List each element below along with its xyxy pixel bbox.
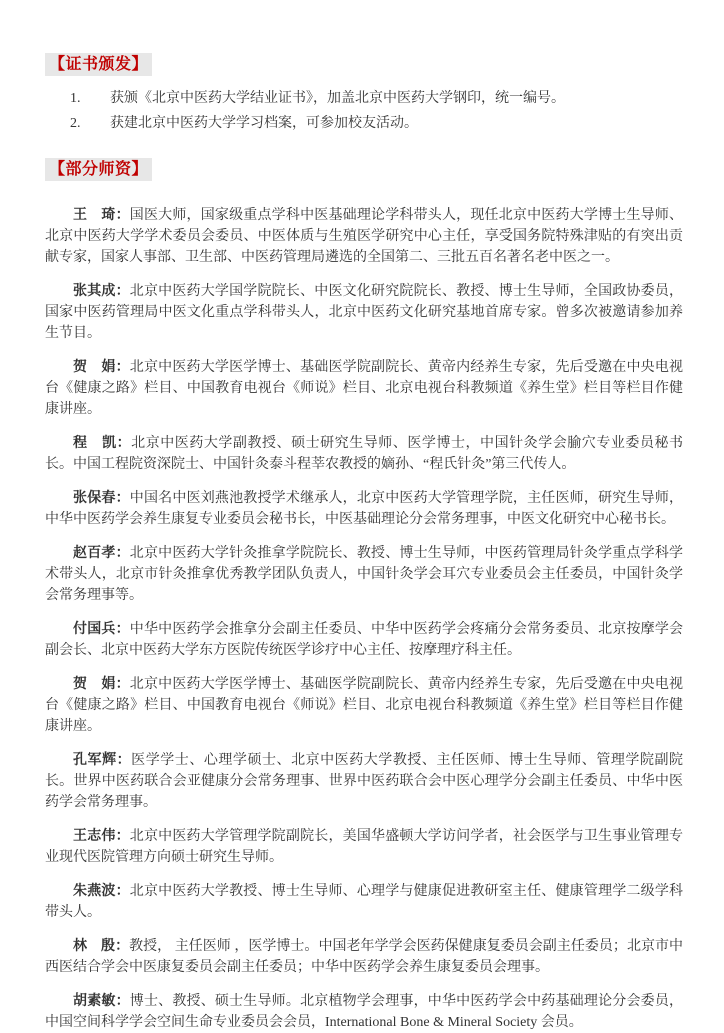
- certificate-list-item: [45, 88, 683, 109]
- teacher-name-colon: ：: [115, 546, 130, 561]
- teacher-name: 朱燕波: [73, 884, 116, 899]
- teacher-name-colon: ：: [115, 284, 130, 299]
- certificate-section-heading: 【证书颁发】: [45, 53, 152, 76]
- certificate-list: [45, 88, 683, 134]
- teacher-paragraph: [45, 826, 683, 868]
- teacher-name: 赵百孝: [73, 546, 116, 561]
- teacher-name: 张保春: [73, 491, 116, 506]
- teacher-description: 教授， 主任医师 ，医学博士。中国老年学学会医药保健康复委员会副主任委员；北京市中西医结合学会中医康复委员会副主任委员；中华中医药学会养生康复委员会理事。: [45, 939, 684, 975]
- teacher-name-colon: ：: [116, 436, 132, 451]
- teacher-name-colon: ：: [116, 753, 132, 768]
- teacher-description: 中国名中医刘燕池教授学术继承人，北京中医药大学管理学院，主任医师，研究生导师，中华中医药学会养生康复专业委员会秘书长，中医基础理论分会常务理事，中医文化研究中心秘书长。: [45, 491, 684, 527]
- teacher-name-colon: ：: [115, 622, 130, 637]
- list-item-text: 获颁《北京中医药大学结业证书》，加盖北京中医药大学钢印，统一编号。: [110, 91, 565, 106]
- teacher-paragraph: [45, 205, 683, 268]
- teacher-description: 博士、教授、硕士生导师。北京植物学会理事，中华中医药学会中药基础理论分会委员，中国空间科学学会空间生命专业委员会会员，International Bone & Mineral Society 会员。: [45, 994, 684, 1030]
- teacher-paragraph: [45, 881, 683, 923]
- teacher-paragraph: [45, 357, 683, 420]
- teacher-name: 贺 娟: [73, 360, 116, 375]
- teacher-description: 北京中医药大学医学博士、基础医学院副院长、黄帝内经养生专家，先后受邀在中央电视台《健康之路》栏目、中国教育电视台《师说》栏目、北京电视台科教频道《养生堂》栏目等栏目作健康讲座。: [45, 360, 684, 417]
- teacher-name: 胡素敏: [73, 994, 116, 1009]
- teacher-name: 张其成: [73, 284, 116, 299]
- teacher-paragraph: [45, 936, 683, 978]
- teacher-name-colon: ：: [115, 208, 130, 223]
- teacher-paragraph: [45, 281, 683, 344]
- teacher-description: 北京中医药大学国学院院长、中医文化研究院院长、教授、博士生导师，全国政协委员，国家中医药管理局中医文化重点学科带头人，北京中医药文化研究基地首席专家。曾多次被邀请参加养生节目。: [45, 284, 684, 341]
- certificate-list-item: [45, 113, 683, 134]
- teacher-name: 孔军辉: [73, 753, 117, 768]
- teacher-name: 贺 娟: [73, 677, 116, 692]
- teacher-description: 北京中医药大学教授、博士生导师、心理学与健康促进教研室主任、健康管理学二级学科带头人。: [45, 884, 684, 920]
- teacher-description: 国医大师，国家级重点学科中医基础理论学科带头人，现任北京中医药大学博士生导师、北京中医药大学学术委员会委员、中医体质与生殖医学研究中心主任，享受国务院特殊津贴的有突出贡献专家，国家人事部、卫生部、中医药管理局遴选的全国第二、三批五百名著名老中医之一。: [45, 208, 684, 265]
- list-item-number: 1.: [70, 91, 81, 106]
- teacher-paragraph: [45, 543, 683, 606]
- list-item-text: 获建北京中医药大学学习档案，可参加校友活动。: [110, 116, 418, 131]
- teacher-name-colon: ：: [115, 939, 130, 954]
- teacher-paragraph: [45, 619, 683, 661]
- teacher-description: 北京中医药大学针灸推拿学院院长、教授、博士生导师，中医药管理局针灸学重点学科学术带头人，北京市针灸推拿优秀教学团队负责人，中国针灸学会耳穴专业委员会主任委员，中国针灸学会常务理事等。: [45, 546, 684, 603]
- teacher-name-colon: ：: [115, 884, 130, 899]
- teacher-name-colon: ：: [115, 829, 130, 844]
- list-item-number: 2.: [70, 116, 81, 131]
- teacher-paragraph: [45, 750, 683, 813]
- teacher-description: 北京中医药大学副教授、硕士研究生导师、医学博士，中国针灸学会腧穴专业委员秘书长。中国工程院资深院士、中国针灸泰斗程莘农教授的嫡孙、“程氏针灸”第三代传人。: [45, 436, 684, 472]
- teacher-paragraph: [45, 991, 683, 1033]
- certificate-section: [45, 53, 683, 76]
- faculty-section-heading: 【部分师资】: [45, 158, 152, 181]
- teacher-name: 王 琦: [73, 208, 116, 223]
- teacher-paragraph: [45, 488, 683, 530]
- teacher-name-colon: ：: [115, 491, 130, 506]
- teacher-paragraph: [45, 433, 683, 475]
- faculty-section: [45, 158, 683, 181]
- teacher-description: 医学学士、心理学硕士、北京中医药大学教授、主任医师、博士生导师、管理学院副院长。世界中医药联合会亚健康分会常务理事、世界中医药联合会中医心理学分会副主任委员、中华中医药学会常务理事。: [45, 753, 684, 810]
- teacher-name-colon: ：: [115, 677, 130, 692]
- teacher-name: 付国兵: [73, 622, 116, 637]
- teacher-description: 北京中医药大学管理学院副院长，美国华盛顿大学访问学者，社会医学与卫生事业管理专业现代医院管理方向硕士研究生导师。: [45, 829, 684, 865]
- teacher-name: 王志伟: [73, 829, 116, 844]
- teacher-paragraph: [45, 674, 683, 737]
- teacher-name: 林 殷: [73, 939, 116, 954]
- teacher-name-colon: ：: [115, 360, 130, 375]
- teacher-name: 程 凯: [73, 436, 117, 451]
- teacher-description: 中华中医药学会推拿分会副主任委员、中华中医药学会疼痛分会常务委员、北京按摩学会副会长、北京中医药大学东方医院传统医学诊疗中心主任、按摩理疗科主任。: [45, 622, 684, 658]
- teacher-name-colon: ：: [115, 994, 130, 1009]
- teacher-description: 北京中医药大学医学博士、基础医学院副院长、黄帝内经养生专家，先后受邀在中央电视台《健康之路》栏目、中国教育电视台《师说》栏目、北京电视台科教频道《养生堂》栏目等栏目作健康讲座。: [45, 677, 684, 734]
